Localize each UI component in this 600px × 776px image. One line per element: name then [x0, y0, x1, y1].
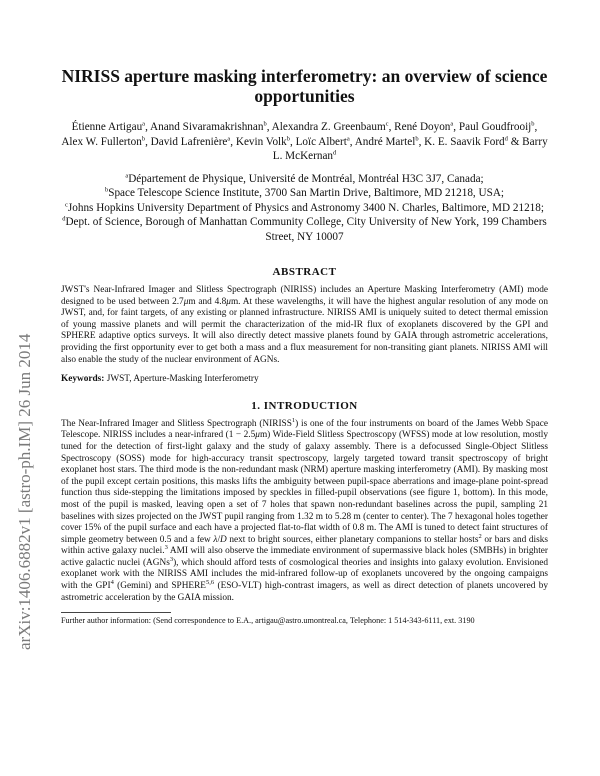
affiliation-list — [61, 172, 548, 245]
affiliation-item: $^b$Space Telescope Science Institute, 3700 San Martin Drive, Baltimore, MD 21218, USA; — [104, 186, 505, 199]
paper-content — [61, 66, 548, 627]
affiliation-item: $^a$Département de Physique, Université de Montréal, Montréal H3C 3J7, Canada; — [125, 171, 484, 185]
footnote: Further author information: (Send correspondence to E.A., artigau@astro.umontreal.ca, Telephone: 1 514-343-6111, ext. 3190 — [61, 616, 475, 626]
paper-title: NIRISS aperture masking interferometry: an overview of science opportunities — [61, 66, 548, 106]
keywords — [61, 374, 548, 386]
introduction-text: The Near-Infrared Imager and Slitless Spectrograph (NIRISS$^1$) is one of the four instruments on board of the James Webb Space Telescope. NIRISS includes a near-infrared (1 − 2.5μm) Wide-Field Slitless Spectroscopy (WFSS) mode at low resolution, mostly tuned for the detection of first-light galaxy and the study of galaxy assembly. There is a defocussed Single-Object Slitless Spectroscopy (SOSS) mode for high-accuracy transit spectroscopy, largely targeted toward transit spectroscopy of bright exoplanet host stars. The third mode is the non-redundant mask (NRM) aperture masking interferometry (AMI). By masking most of the pupil except certain positions, this masks lifts the ambiguity between pupil-space aberrations and image-plane point-spread function thus side-stepping the limitations imposed by speckles in filled-pupil observations (see figure 1, bottom). In this mode, most of the pupil is masked, leaving open a set of 7 holes that spawn non-redundant baselines across the pupil, sampling 21 baselines with sizes projected on the JWST pupil ranging from 1.32 m to 5.28 m (center to center). The 7 hexagonal holes together cover 15% of the pupil surface and each have a projected flat-to-flat width of 0.8 m. The AMI is tuned to detect faint structures of simple geometry between 0.5 and a few λ/D next to bright sources, either planetary companions to stellar hosts$^2$ or bars and disks within active galaxy nuclei.$^3$ AMI will also observe the immediate environment of supermassive black holes (SMBHs) in brighter active galactic nuclei (AGNs$^3$), which should afford tests of cosmological theories and insights into galaxy evolution. Envisioned exoplanet work with the NIRISS AMI includes the mid-infrared follow-up of exoplanets uncovered by the ongoing campaigns with the GPI$^4$ (Gemini) and SPHERE$^{5,6}$ (ESO-VLT) high-contrast imagers, as well as direct detection of planets uncovered by astrometric acceleration by the GAIA mission. — [61, 416, 549, 603]
author-list: Étienne Artigau$^a$, Anand Sivaramakrishnan$^b$, Alexandra Z. Greenbaum$^c$, René Doyon$^a$, Paul Goudfrooij$^b$, Alex W. Fullerton$^b$, David Lafrenière$^a$, Kevin Volk$^b$, Loïc Albert$^a$, André Martel$^b$, K. E. Saavik Ford$^d$ & Barry L. McKernan$^d$ — [61, 120, 548, 162]
keywords-label: Keywords: — [61, 374, 105, 385]
affiliation-item: $^d$Dept. of Science, Borough of Manhattan Community College, City University of New York, 199 Chambers Street, NY 10007 — [62, 215, 547, 243]
abstract-heading: ABSTRACT — [272, 266, 337, 278]
keywords-text: JWST, Aperture-Masking Interferometry — [106, 374, 259, 385]
arxiv-id: arXiv:1406.6882v1 [astro-ph.IM] 26 Jun 2014 — [15, 333, 34, 650]
footnote-divider — [61, 612, 171, 613]
arxiv-stamp-graphic — [4, 180, 44, 660]
arxiv-stamp[interactable] — [4, 180, 44, 660]
affiliation-item: $^c$Johns Hopkins University Department of Physics and Astronomy 3400 N. Charles, Baltimore, MD 21218; — [65, 200, 544, 214]
abstract-text: JWST's Near-Infrared Imager and Slitless Spectrograph (NIRISS) includes an Aperture Masking Interferometry (AMI) mode designed to be used between 2.7μm and 4.8μm. At these wavelengths, it will have the highest angular resolution of any mode on JWST, and, for faint targets, of any existing or planned infrastructure. NIRISS AMI is uniquely suited to detect thermal emission of young massive planets and will permit the characterization of the mid-IR flux of exoplanets discovered by the GPI and SPHERE adaptive optics surveys. It will also directly detect massive planets found by GAIA through astrometric accelerations, providing the first opportunity ever to get both a mass and a flux measurement for non-transiting giant planets. NIRISS AMI will also enable the study of the nuclear environment of AGNs. — [61, 285, 548, 365]
section-heading: 1. INTRODUCTION — [251, 399, 358, 412]
